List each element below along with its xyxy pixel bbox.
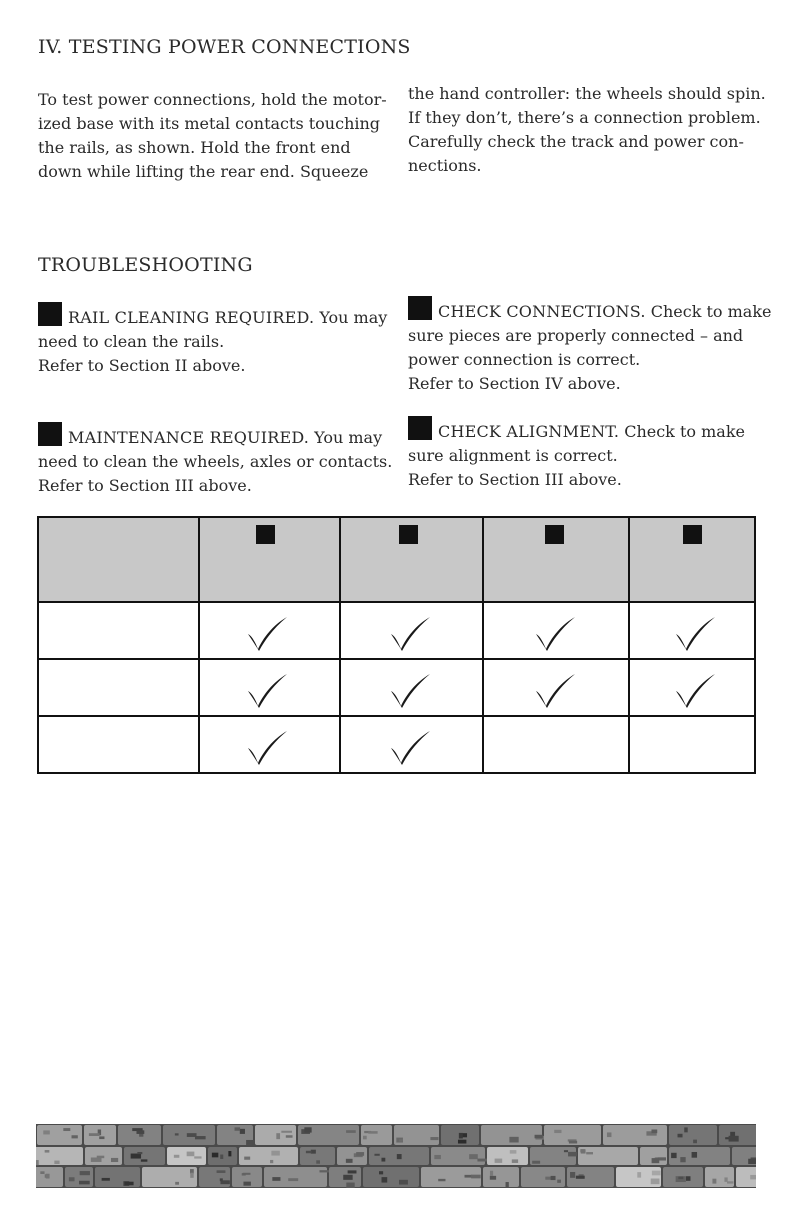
trouble-item-ref: Refer to Section III above. <box>408 470 622 489</box>
body-line: Carefully check the track and power con- <box>408 132 744 151</box>
trouble-item-text: need to clean the wheels, axles or contacts. <box>38 452 393 471</box>
maintenance-square-icon <box>38 422 62 446</box>
checkmark-icon <box>246 673 288 709</box>
trouble-item-text: You may <box>314 308 388 327</box>
trouble-item-text: need to clean the rails. <box>38 332 225 351</box>
header-square-icon <box>256 525 275 544</box>
section-title: IV. TESTING POWER CONNECTIONS <box>38 36 411 58</box>
checkmark-icon <box>674 616 716 652</box>
trouble-item-text: Check to make <box>619 422 745 441</box>
checkmark-icon <box>389 673 431 709</box>
trouble-item-heading: MAINTENANCE REQUIRED. <box>68 428 310 447</box>
trouble-item-text: sure pieces are properly connected – and <box>408 326 744 345</box>
column-divider <box>482 518 484 772</box>
stone-wall-image <box>36 1124 756 1188</box>
trouble-item-check-alignment <box>408 416 758 492</box>
header-square-icon <box>683 525 702 544</box>
body-line: If they don’t, there’s a connection problem. <box>408 108 761 127</box>
body-line: the hand controller: the wheels should spin. <box>408 84 766 103</box>
trouble-item-text: Check to make <box>645 302 772 321</box>
checkmark-icon <box>534 673 576 709</box>
matrix-header-band <box>39 518 754 603</box>
checkmark-icon <box>534 616 576 652</box>
rail-cleaning-square-icon <box>38 302 62 326</box>
checkmark-icon <box>246 730 288 766</box>
trouble-item-rail-cleaning <box>38 302 388 378</box>
body-line: the rails, as shown. Hold the front end <box>38 138 351 157</box>
header-square-icon <box>399 525 418 544</box>
body-line: To test power connections, hold the motor- <box>38 90 387 109</box>
stone-wall-footer <box>36 1124 756 1188</box>
row-divider <box>39 658 754 660</box>
section-body-left <box>38 88 387 184</box>
checkmark-icon <box>389 730 431 766</box>
row-divider <box>39 715 754 717</box>
trouble-item-text: sure alignment is correct. <box>408 446 618 465</box>
trouble-item-ref: Refer to Section II above. <box>38 356 246 375</box>
trouble-item-heading: CHECK CONNECTIONS. <box>438 302 646 321</box>
column-divider <box>628 518 630 772</box>
trouble-item-ref: Refer to Section III above. <box>38 476 252 495</box>
body-line: nections. <box>408 156 482 175</box>
section-body-right <box>408 82 766 178</box>
troubleshooting-matrix <box>37 516 756 774</box>
trouble-item-heading: RAIL CLEANING REQUIRED. <box>68 308 315 327</box>
trouble-item-maintenance <box>38 422 393 498</box>
trouble-item-check-connections <box>408 296 772 396</box>
check-connections-square-icon <box>408 296 432 320</box>
column-divider <box>198 518 200 772</box>
body-line: down while lifting the rear end. Squeeze <box>38 162 369 181</box>
trouble-item-ref: Refer to Section IV above. <box>408 374 621 393</box>
trouble-item-heading: CHECK ALIGNMENT. <box>438 422 620 441</box>
checkmark-icon <box>674 673 716 709</box>
trouble-item-text: power connection is correct. <box>408 350 641 369</box>
check-alignment-square-icon <box>408 416 432 440</box>
trouble-item-text: You may <box>309 428 383 447</box>
column-divider <box>339 518 341 772</box>
troubleshooting-title: TROUBLESHOOTING <box>38 254 253 276</box>
body-line: ized base with its metal contacts touching <box>38 114 381 133</box>
header-square-icon <box>545 525 564 544</box>
checkmark-icon <box>389 616 431 652</box>
checkmark-icon <box>246 616 288 652</box>
